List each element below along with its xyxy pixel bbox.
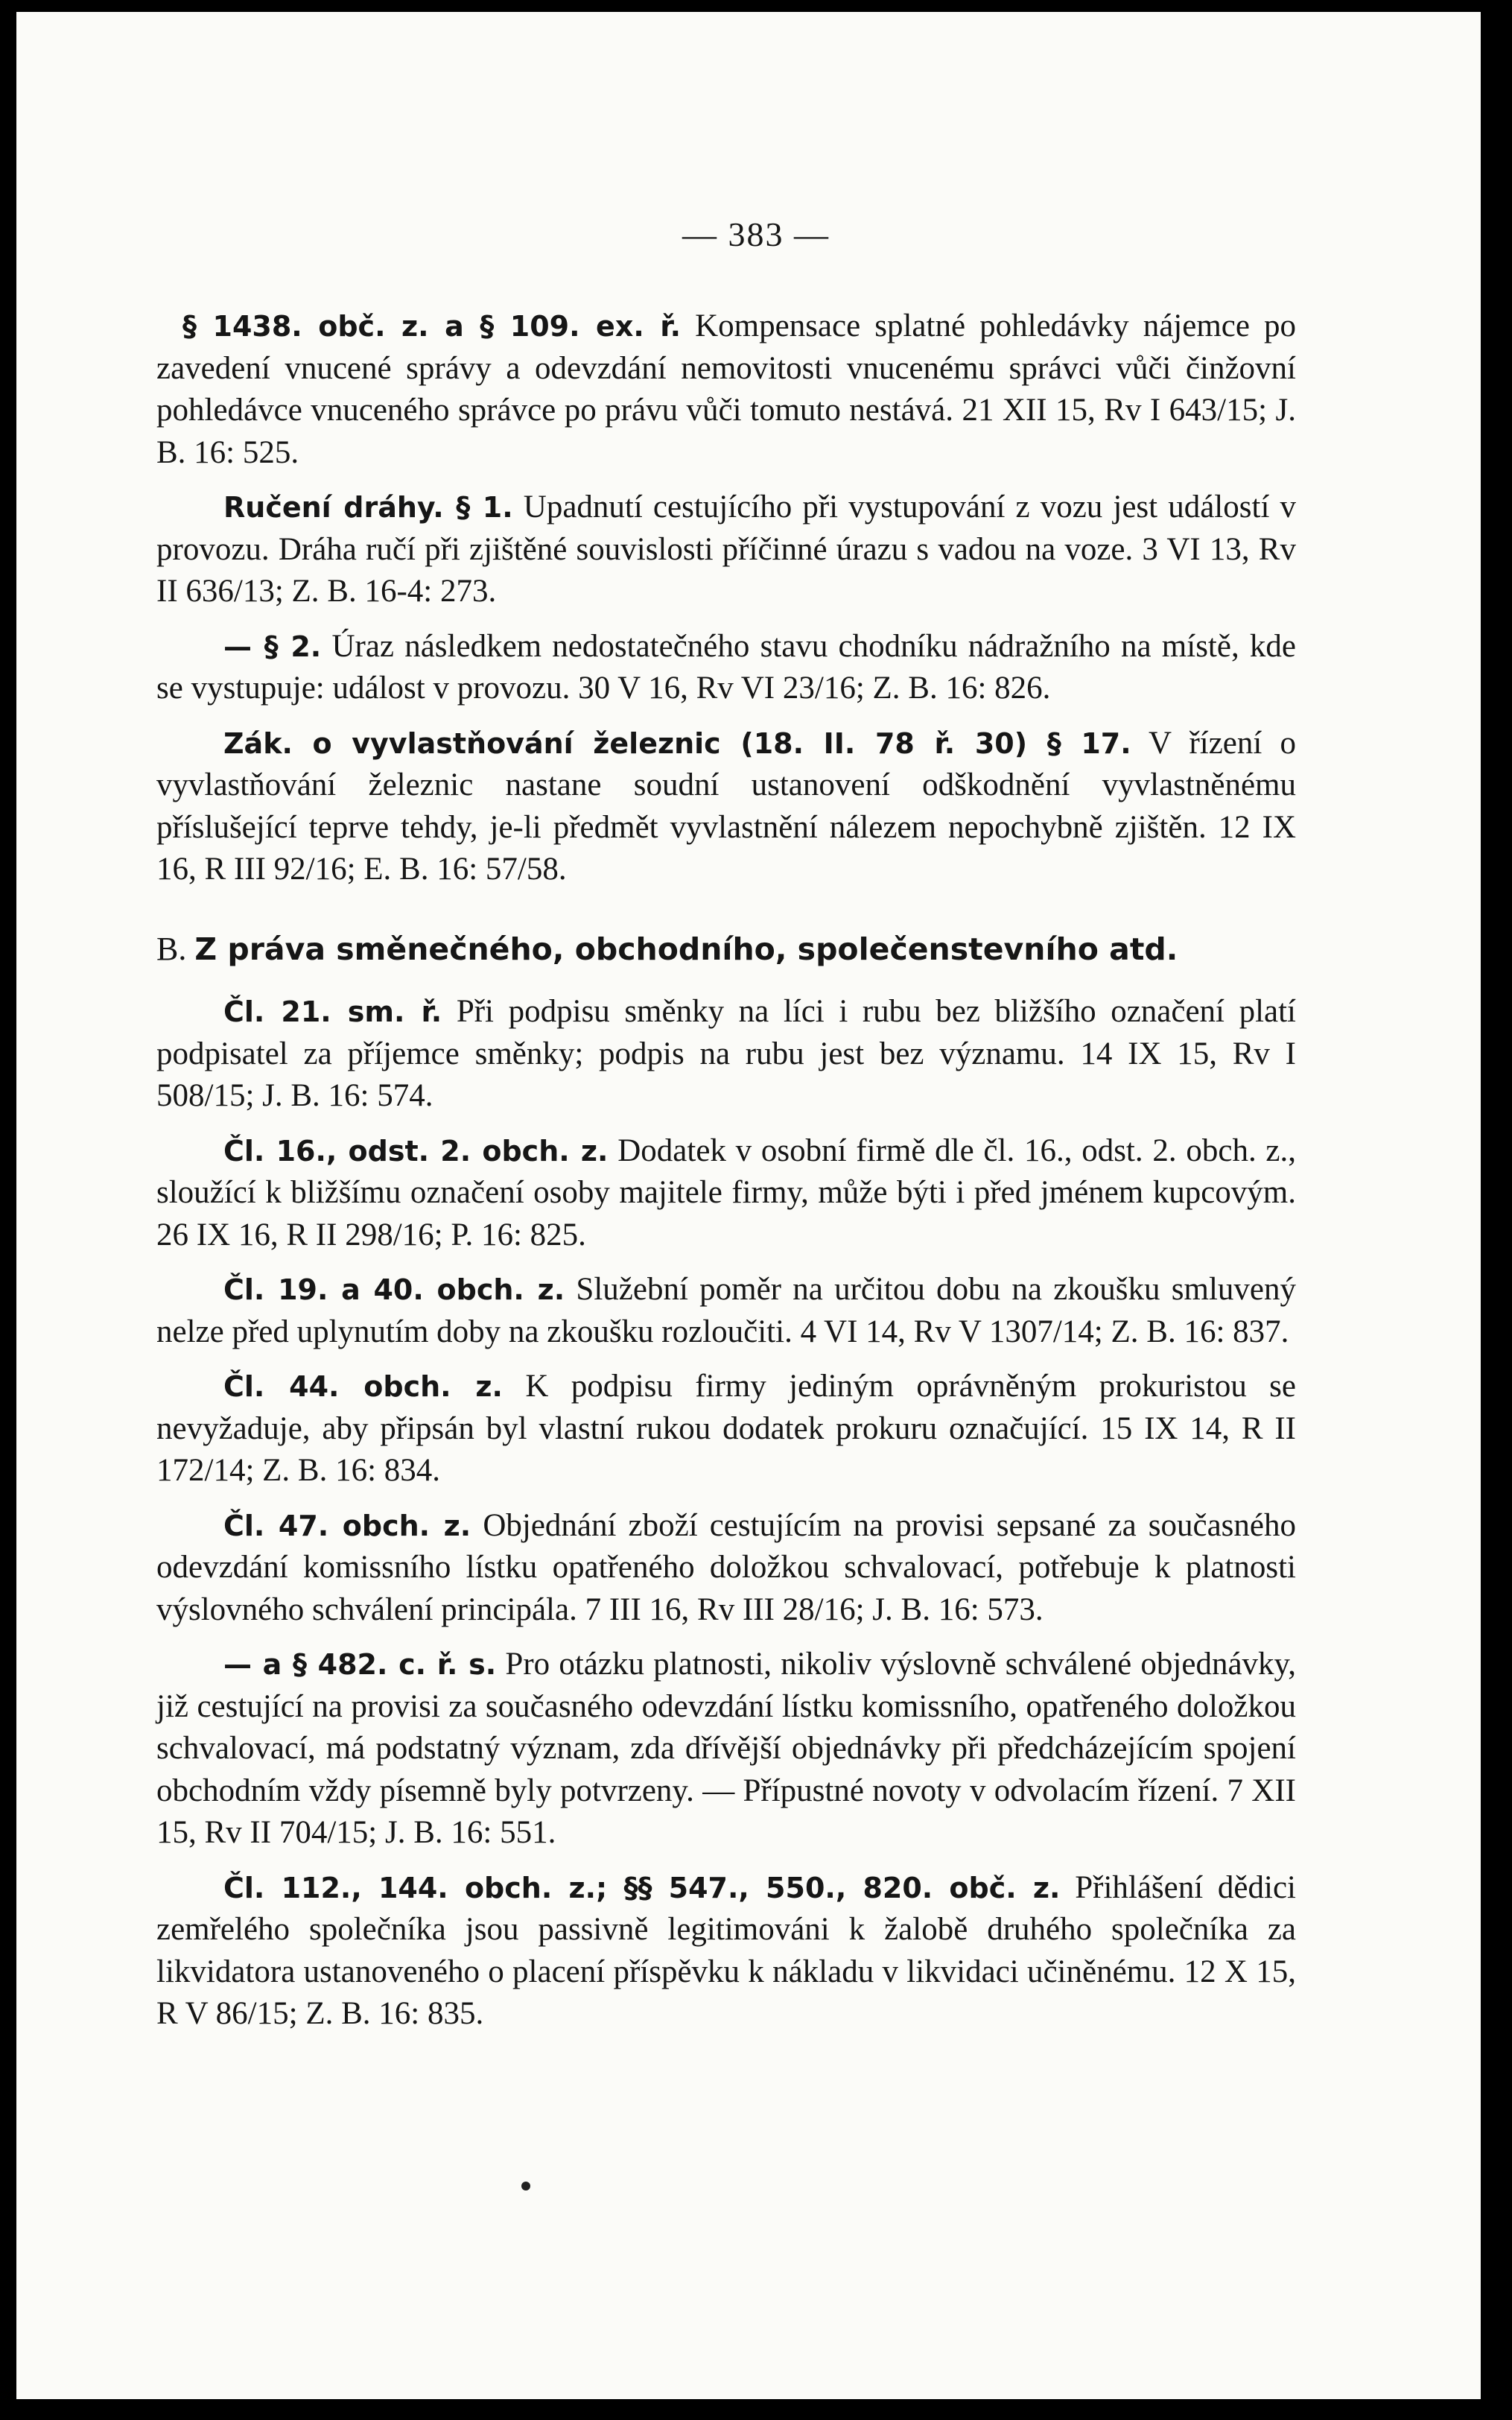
page-body: [156, 305, 1296, 2048]
entry-cl47: [156, 1505, 1296, 1632]
bullet-dot: [521, 2182, 530, 2191]
entry-lead: Čl. 16., odst. 2. obch. z.: [223, 1134, 609, 1168]
entry-railway-expropriation: [156, 723, 1296, 891]
entry-text: Objednání zboží cestujícím na provisi sepsané za současného odevzdání komissního lístku opatřeného doložkou schvalovací, potřebuje k platnosti výslovného schválení principála. 7 III 16, Rv III 28/16; J. B. 16: 573.: [156, 1507, 1297, 1627]
entry-cl44: [156, 1366, 1296, 1492]
entry-text: Kompensace splatné pohledávky nájemce po zavedení vnucené správy a odevzdání nemovitosti vnucenému správci vůči činžovní pohledávce vnuceného správce po právu vůči tomuto nestává. 21 XII 15, Rv I 643/15; J. B. 16: 525.: [156, 308, 1296, 470]
section-title: Z práva směnečného, obchodního, společenstevního atd.: [194, 931, 1178, 967]
entry-text: Upadnutí cestujícího při vystupování z vozu jest událostí v provozu. Dráha ručí při zjištěné souvislosti příčinné úrazu s vadou na voze. 3 VI 13, Rv II 636/13; Z. B. 16-4: 273.: [156, 490, 1296, 609]
entry-cl112: [156, 1867, 1296, 2036]
entry-text: Úraz následkem nedostatečného stavu chodníku nádražního na místě, kde se vystupuje: událost v provozu. 30 V 16, Rv VI 23/16; Z. B. 16: 826.: [156, 628, 1296, 706]
section-letter: B.: [156, 930, 187, 967]
entry-text: Dodatek v osobní firmě dle čl. 16., odst. 2. obch. z., sloužící k bližšímu označení osoby majitele firmy, může býti i před jménem kupcovým. 26 IX 16, R II 298/16; P. 16: 825.: [156, 1133, 1297, 1252]
entry-cl19: [156, 1269, 1296, 1353]
entry-lead: Čl. 112., 144. obch. z.; §§ 547., 550., 820. obč. z.: [223, 1871, 1061, 1904]
entry-lead: § 1438. obč. z. a § 109. ex. ř.: [182, 310, 682, 343]
entry-text: V řízení o vyvlastňování železnic nastane soudní ustanovení odškodnění vyvlastněnému příslušející teprve tehdy, je-li předmět vyvlastnění nálezem nepochybně zjištěn. 12 IX 16, R III 92/16; E. B. 16: 57/58.: [156, 725, 1296, 887]
section-heading: [156, 928, 1296, 971]
entry-railway-liability-2: [156, 626, 1296, 710]
entry-lead: Ručení dráhy. § 1.: [223, 491, 513, 524]
entry-lead: — § 2.: [223, 630, 322, 663]
entry-lead: Čl. 21. sm. ř.: [223, 995, 442, 1028]
entry-text: Přihlášení dědici zemřelého společníka jsou passivně legitimováni k žalobě druhého společníka za likvidatora ustanoveného o placení příspěvku k nákladu v likvidaci učiněnému. 12 X 15, R V 86/15; Z. B. 16: 835.: [156, 1869, 1296, 2031]
entry-lead: — a § 482. c. ř. s.: [223, 1648, 497, 1681]
entry-cl16: [156, 1130, 1296, 1257]
page-number: — 383 —: [682, 215, 830, 253]
entry-lead: Čl. 47. obch. z.: [223, 1509, 471, 1542]
entry-1438: [156, 305, 1296, 474]
entry-cl47-482: [156, 1644, 1296, 1854]
entry-text: K podpisu firmy jediným oprávněným prokuristou se nevyžaduje, aby připsán byl vlastní rukou dodatek prokuru označující. 15 IX 14, R II 172/14; Z. B. 16: 834.: [156, 1369, 1297, 1488]
entry-text: Pro otázku platnosti, nikoliv výslovně schválené objednávky, již cestující na provisi za současného odevzdání lístku komissního, opatřeného doložkou schvalovací, má podstatný význam, zda dřívější objednávky při předcházejícím spojení obchodním vždy písemně byly potvrzeny. — Přípustné novoty v odvolacím řízení. 7 XII 15, Rv II 704/15; J. B. 16: 551.: [156, 1647, 1296, 1850]
entry-cl21: [156, 991, 1296, 1118]
entry-lead: Čl. 44. obch. z.: [223, 1370, 503, 1403]
entry-text: Při podpisu směnky na líci i rubu bez bližšího označení platí podpisatel za příjemce směnky; podpis na rubu jest bez významu. 14 IX 15, Rv I 508/15; J. B. 16: 574.: [156, 994, 1296, 1113]
entry-railway-liability-1: [156, 487, 1296, 613]
entry-lead: Čl. 19. a 40. obch. z.: [223, 1273, 565, 1306]
entry-lead: Zák. o vyvlastňování železnic (18. II. 78 ř. 30) § 17.: [223, 726, 1131, 760]
entry-text: Služební poměr na určitou dobu na zkoušku smluvený nelze před uplynutím doby na zkoušku rozloučiti. 4 VI 14, Rv V 1307/14; Z. B. 16: 837.: [156, 1272, 1296, 1349]
